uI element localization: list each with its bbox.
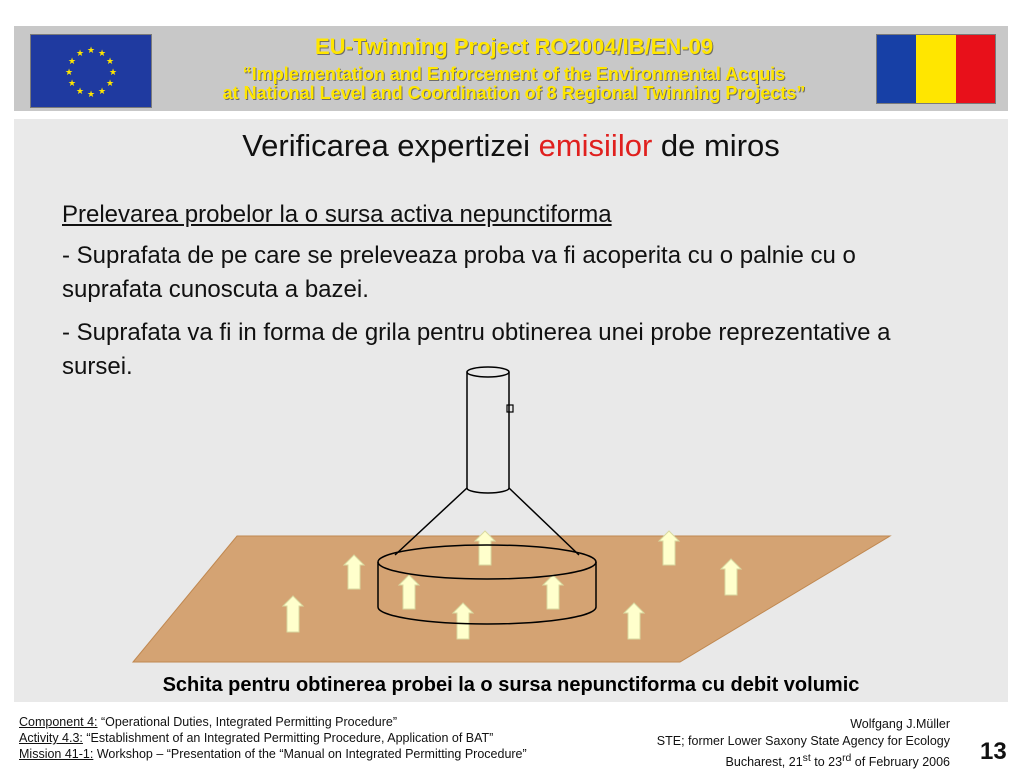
sampling-port <box>507 405 513 412</box>
svg-text:★: ★ <box>97 49 107 59</box>
svg-text:★: ★ <box>108 68 118 78</box>
svg-text:★: ★ <box>64 68 74 78</box>
component-text: “Operational Duties, Integrated Permitting Procedure” <box>97 715 397 729</box>
svg-text:★: ★ <box>105 57 115 67</box>
bullet-2: - Suprafata va fi in forma de grila pentru obtinerea unei probe reprezentative a sursei. <box>62 319 891 380</box>
title-part1: Verificarea expertizei <box>242 128 539 163</box>
bullet-1: - Suprafata de pe care se preleveaza proba va fi acoperita cu o palnie cu o suprafata cunoscuta a bazei. <box>62 242 856 303</box>
event-date: Bucharest, 21st to 23rd of February 2006 <box>725 753 950 770</box>
svg-text:★: ★ <box>86 46 96 56</box>
eu-stars-circle <box>31 35 151 107</box>
title-highlight: emisiilor <box>538 128 653 163</box>
flag-stripe-blue <box>877 35 916 103</box>
stack-bottom-edge <box>467 488 509 493</box>
page-number: 13 <box>980 738 1007 765</box>
author-affiliation: STE; former Lower Saxony State Agency for Ecology <box>656 734 950 748</box>
activity-text: “Establishment of an Integrated Permitting Procedure, Application of BAT” <box>82 731 494 745</box>
project-title: EU-Twinning Project RO2004/IB/EN-09 <box>314 34 714 59</box>
title-part2: de miros <box>652 128 780 163</box>
svg-text:★: ★ <box>67 57 77 67</box>
header-banner <box>14 26 1008 111</box>
footer-mission-line <box>19 746 527 762</box>
svg-text:★: ★ <box>86 90 96 100</box>
stack-top-opening <box>467 367 509 377</box>
activity-label: Activity 4.3: <box>19 731 83 745</box>
ground-surface <box>133 536 890 662</box>
svg-text:★: ★ <box>75 49 85 59</box>
eu-flag-icon <box>30 34 152 108</box>
svg-text:★: ★ <box>97 87 107 97</box>
mission-text: Workshop – “Presentation of the “Manual on Integrated Permitting Procedure” <box>93 747 527 761</box>
slide-footer <box>0 706 1024 768</box>
flag-stripe-red <box>956 35 995 103</box>
footer-activity-line <box>19 730 527 746</box>
project-subtitle-line1: “Implementation and Enforcement of the Environmental Acquis <box>242 64 786 84</box>
mission-label: Mission 41-1: <box>19 747 94 761</box>
slide-content <box>14 119 1008 702</box>
footer-author-info <box>657 716 950 771</box>
component-label: Component 4: <box>19 715 98 729</box>
footer-component-line <box>19 714 527 730</box>
svg-text:★: ★ <box>75 87 85 97</box>
flag-stripe-yellow <box>916 35 955 103</box>
project-subtitle-line2: at National Level and Coordination of 8 Regional Twinning Projects” <box>222 83 806 103</box>
sampling-hood-diagram <box>14 119 1008 702</box>
svg-text:★: ★ <box>105 79 115 89</box>
svg-text:★: ★ <box>67 79 77 89</box>
section-subtitle: Prelevarea probelor la o sursa activa nepunctiforma <box>62 201 612 228</box>
author-name: Wolfgang J.Müller <box>850 717 950 731</box>
diagram-caption: Schita pentru obtinerea probei la o sursa nepunctiforma cu debit volumic <box>162 674 860 696</box>
footer-project-info <box>19 714 527 762</box>
romania-flag-icon <box>876 34 996 104</box>
